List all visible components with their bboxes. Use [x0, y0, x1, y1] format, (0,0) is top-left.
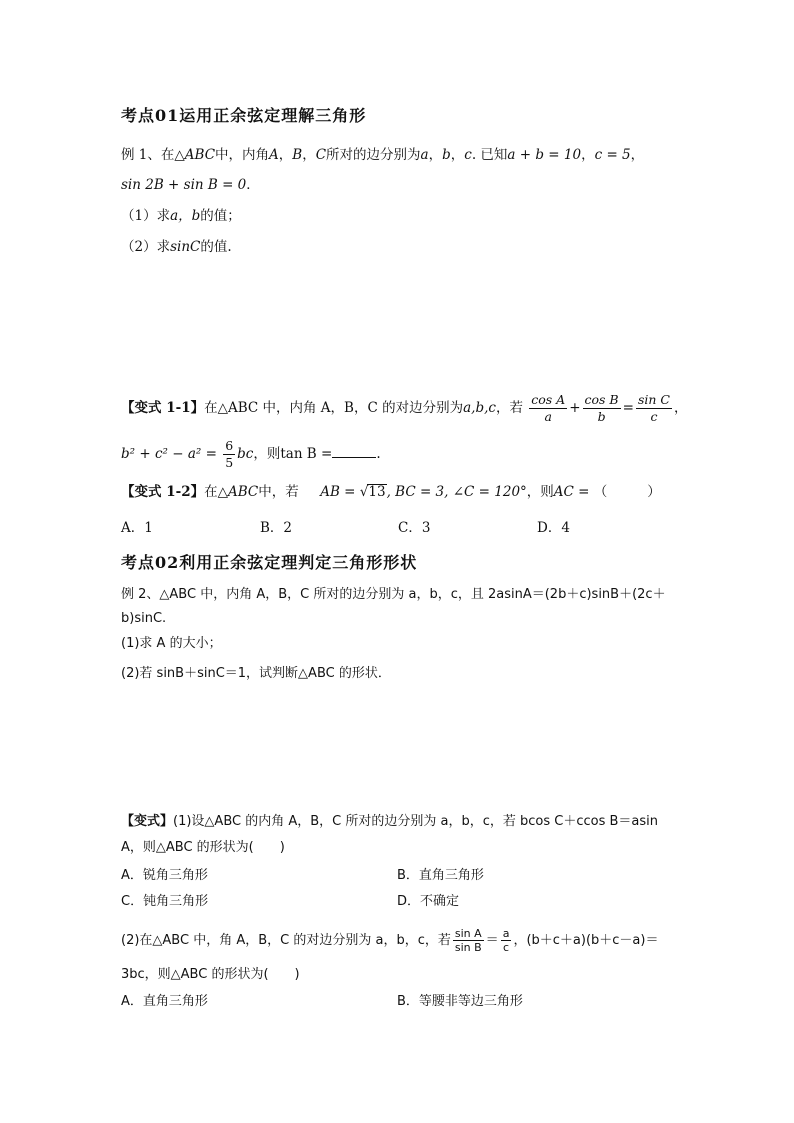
var-B: B [292, 147, 303, 163]
option-d: D．4 [537, 520, 570, 536]
option-c: C．3 [398, 520, 431, 536]
text: （ [593, 484, 608, 500]
variant-2-p1-line-1 [121, 812, 658, 832]
fraction-sinC-c: $\frac{\text{sin C}}{c}$ [637, 392, 670, 424]
condition-3: sin 2B + sin B = 0 [121, 177, 247, 193]
text: 在 [204, 484, 218, 500]
sqrt-value: 13 [368, 484, 386, 500]
var-A: A [269, 147, 279, 163]
example-1-line-2: sin 2B + sin B = 0． [121, 177, 260, 193]
variant-label: 【变式 1-2】 [121, 484, 205, 500]
fraction-sinA-sinB: $\frac{\text{sin A}}{\text{sin B}}$ [454, 927, 482, 954]
equation-ab: AB = [320, 484, 356, 500]
tan-expression: tan B = [280, 446, 333, 462]
text: ，则 [253, 446, 281, 462]
variant-1-2-line: 【变式 1-2】在△ABC中，若 AB = √13, BC = 3, ∠C = 120°，则AC = （ ） [121, 484, 661, 500]
option-b: B．2 [260, 520, 293, 536]
var-b: b [442, 147, 451, 163]
p2-option-b: B．等腰非等边三角形 [397, 994, 523, 1009]
text: 中，内角 [215, 147, 270, 163]
variant-1-1-line-2 [121, 438, 381, 471]
fraction-cosB-b: $\frac{\text{cos B}}{b}$ [584, 392, 619, 424]
condition-2: c = 5 [594, 147, 631, 163]
equation-lhs: b² + c² − a² = [121, 446, 217, 462]
equation-ac: AC = [553, 484, 590, 500]
example-2-line-1: 例 2、△ABC 中，内角 A，B，C 所对的边分别为 a，b，c，且 2asinA＝(2b＋c)sinB＋(2c＋ [121, 587, 666, 602]
example-2-question-1: (1)求 A 的大小； [121, 636, 222, 651]
var-C: C [315, 147, 327, 163]
example-2-line-2: b)sinC. [121, 611, 167, 626]
expr: sinC [170, 239, 201, 255]
text: 例 1、在 [121, 147, 175, 163]
variant-label: 【变式】 [121, 814, 174, 829]
var-c: c [464, 147, 472, 163]
text: （2）求 [121, 239, 171, 255]
section-heading-1: 考点01运用正余弦定理解三角形 [121, 106, 367, 125]
text: 所对的边分别为 [326, 147, 421, 163]
p1-option-b: B．直角三角形 [397, 868, 484, 883]
variant-1-1-line-1: 【变式 1-1】在△ABC 中，内角 A，B，C 的对边分别为a,b,c，若 $\frac{\text{cos A}}{a}$ + $\frac{\text{cos B}}{b}$ = $\frac{\text{sin C}}{c}$ ， [121, 392, 688, 424]
equation-rest: , BC = 3, ∠C = 120° [386, 484, 527, 500]
answer-blank[interactable] [332, 445, 376, 458]
text: ，则 [526, 484, 554, 500]
text: . 已知 [471, 147, 508, 163]
text: ，(b＋c＋a)(b＋c－a)＝ [513, 933, 659, 948]
variant-label: 【变式 1-1】 [121, 400, 205, 416]
triangle-symbol: △ABC [217, 484, 259, 500]
text: (2)在△ABC 中，角 A，B，C 的对边分别为 a，b，c，若 [121, 933, 451, 948]
text: 在△ABC 中，内角 A，B，C 的对边分别为 [204, 400, 464, 416]
p1-option-c: C．钝角三角形 [121, 894, 209, 909]
variant-2-p1-line-2: A，则△ABC 的形状为( ) [121, 840, 285, 855]
question-2 [121, 237, 232, 257]
text: ，若 [495, 400, 523, 416]
text: ） [647, 484, 661, 500]
option-a: A．1 [121, 520, 153, 536]
text: 的值. [200, 239, 232, 255]
example-1-line-1: 例 1、在△ABC中，内角A，B，C所对的边分别为a，b，c. 已知a + b = 10，c = 5， [121, 147, 645, 163]
p1-option-d: D．不确定 [397, 894, 460, 909]
section-heading-2: 考点02利用正余弦定理判定三角形形状 [121, 553, 418, 572]
condition-1: a + b = 10 [507, 147, 582, 163]
text: . [376, 446, 381, 462]
vars: a，b [170, 208, 201, 224]
var-bc: bc [237, 446, 254, 462]
fraction-6-5: $\frac{6}{5}$ [225, 438, 234, 470]
text: ＝ [485, 933, 499, 948]
text: （1）求 [121, 208, 171, 224]
text: 中，若 [258, 484, 299, 500]
p2-option-a: A．直角三角形 [121, 994, 208, 1009]
p1-option-a: A．锐角三角形 [121, 868, 208, 883]
variant-2-p2-line-2: 3bc，则△ABC 的形状为( ) [121, 967, 300, 982]
vars: a,b,c [463, 400, 496, 416]
question-1 [121, 206, 241, 226]
triangle-symbol: △ABC [174, 147, 216, 163]
variant-2-p2-line-1 [121, 927, 658, 954]
text: 的值； [200, 208, 241, 224]
fraction-a-c: $\frac{a}{c}$ [502, 927, 510, 954]
fraction-cosA-a: $\frac{\text{cos A}}{a}$ [531, 392, 566, 424]
var-a: a [420, 147, 429, 163]
text: (1)设△ABC 的内角 A，B，C 所对的边分别为 a，b，c，若 bcos C＋ccos B＝asin [173, 814, 659, 829]
example-2-question-2: (2)若 sinB＋sinC＝1，试判断△ABC 的形状． [121, 666, 391, 681]
